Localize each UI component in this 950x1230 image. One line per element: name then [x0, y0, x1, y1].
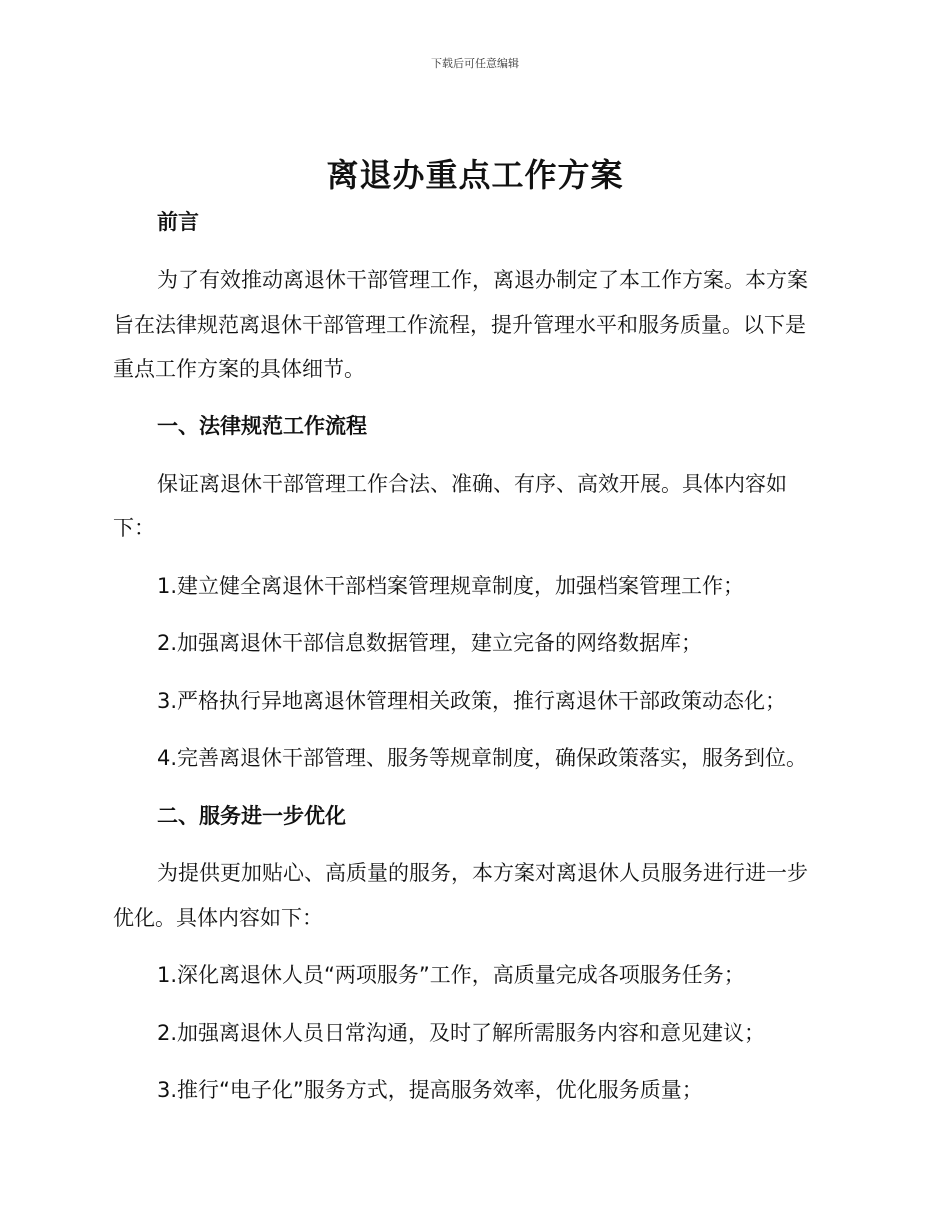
preface-line-3: 重点工作方案的具体细节。 [113, 357, 365, 381]
document-title: 离退办重点工作方案 [326, 156, 624, 194]
section1-paragraph-line-2: 下： [113, 516, 155, 540]
section1-heading: 一、法律规范工作流程 [157, 414, 367, 438]
preface-line-1: 为了有效推动离退休干部管理工作，离退办制定了本工作方案。本方案 [157, 268, 808, 292]
section2-paragraph-line-1: 为提供更加贴心、高质量的服务，本方案对离退休人员服务进行进一步 [157, 861, 808, 885]
section1-item-3: 3.严格执行异地离退休管理相关政策，推行离退休干部政策动态化； [157, 689, 787, 713]
section2-item-3: 3.推行“电子化”服务方式，提高服务效率，优化服务质量； [157, 1078, 703, 1102]
section2-heading: 二、服务进一步优化 [157, 804, 346, 828]
section1-item-4: 4.完善离退休干部管理、服务等规章制度，确保政策落实，服务到位。 [157, 746, 808, 770]
section2-paragraph-line-2: 优化。具体内容如下： [113, 906, 323, 930]
preface-line-2: 旨在法律规范离退休干部管理工作流程，提升管理水平和服务质量。以下是 [113, 313, 806, 337]
section1-item-2: 2.加强离退休干部信息数据管理，建立完备的网络数据库； [157, 631, 703, 655]
preface-heading: 前言 [157, 210, 199, 234]
section2-item-1: 1.深化离退休人员“两项服务”工作，高质量完成各项服务任务； [157, 963, 745, 987]
section1-paragraph-line-1: 保证离退休干部管理工作合法、准确、有序、高效开展。具体内容如 [157, 472, 787, 496]
section2-item-2: 2.加强离退休人员日常沟通，及时了解所需服务内容和意见建议； [157, 1021, 766, 1045]
section1-item-1: 1.建立健全离退休干部档案管理规章制度，加强档案管理工作； [157, 574, 745, 598]
header-note: 下载后可任意编辑 [431, 57, 519, 70]
